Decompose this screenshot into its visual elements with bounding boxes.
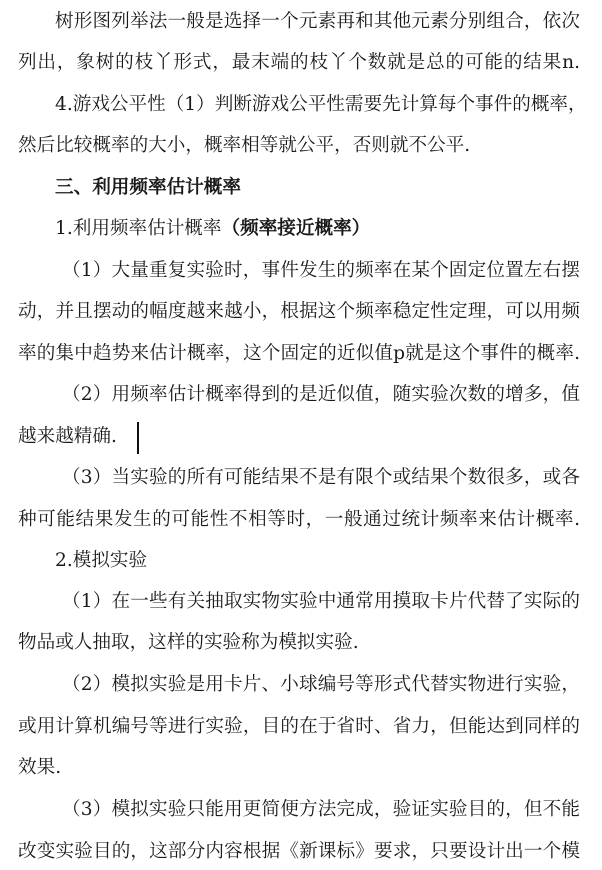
text-line: 然后比较概率的大小，概率相等就公平，否则就不公平. — [18, 135, 471, 156]
text-line: 动，并且摆动的幅度越来越小，根据这个频率稳定性定理，可以用频 — [18, 301, 580, 322]
text-line: 或用计算机编号等进行实验，目的在于省时、省力，但能达到同样的 — [18, 716, 580, 737]
text-line: 树形图列举法一般是选择一个元素再和其他元素分别组合，依次 — [55, 11, 580, 32]
subheading — [55, 214, 580, 244]
subheading-text: 1.利用频率估计概率 — [55, 218, 222, 239]
text-line: 率的集中趋势来估计概率，这个固定的近似值p就是这个事件的概率. — [18, 343, 580, 364]
text-line: （1）大量重复实验时，事件发生的频率在某个固定位置左右摆 — [62, 260, 580, 281]
text-line: （3）当实验的所有可能结果不是有限个或结果个数很多，或各 — [62, 467, 580, 488]
text-line: （2）模拟实验是用卡片、小球编号等形式代替实物进行实验， — [62, 674, 580, 695]
section-heading: 三、利用频率估计概率 — [55, 177, 241, 198]
text-line: （2）用频率估计概率得到的是近似值，随实验次数的增多，值 — [62, 384, 580, 405]
text-line: 列出，象树的枝丫形式，最末端的枝丫个数就是总的可能的结果n. — [18, 52, 580, 73]
text-line: 4.游戏公平性（1）判断游戏公平性需要先计算每个事件的概率， — [55, 94, 587, 115]
text-line: 种可能结果发生的可能性不相等时，一般通过统计频率来估计概率. — [18, 509, 580, 530]
text-cursor — [137, 422, 139, 454]
text-line: 越来越精确. — [18, 426, 117, 447]
text-line: 改变实验目的，这部分内容根据《新课标》要求，只要设计出一个模 — [18, 841, 580, 862]
subheading-bold-note: （频率接近概率） — [221, 218, 371, 239]
text-line: （1）在一些有关抽取实物实验中通常用摸取卡片代替了实际的 — [62, 591, 580, 612]
subheading: 2.模拟实验 — [55, 550, 148, 571]
text-line: 效果. — [18, 757, 62, 778]
text-line: （3）模拟实验只能用更简便方法完成，验证实验目的，但不能 — [62, 799, 580, 820]
text-line: 物品或人抽取，这样的实验称为模拟实验. — [18, 632, 359, 653]
